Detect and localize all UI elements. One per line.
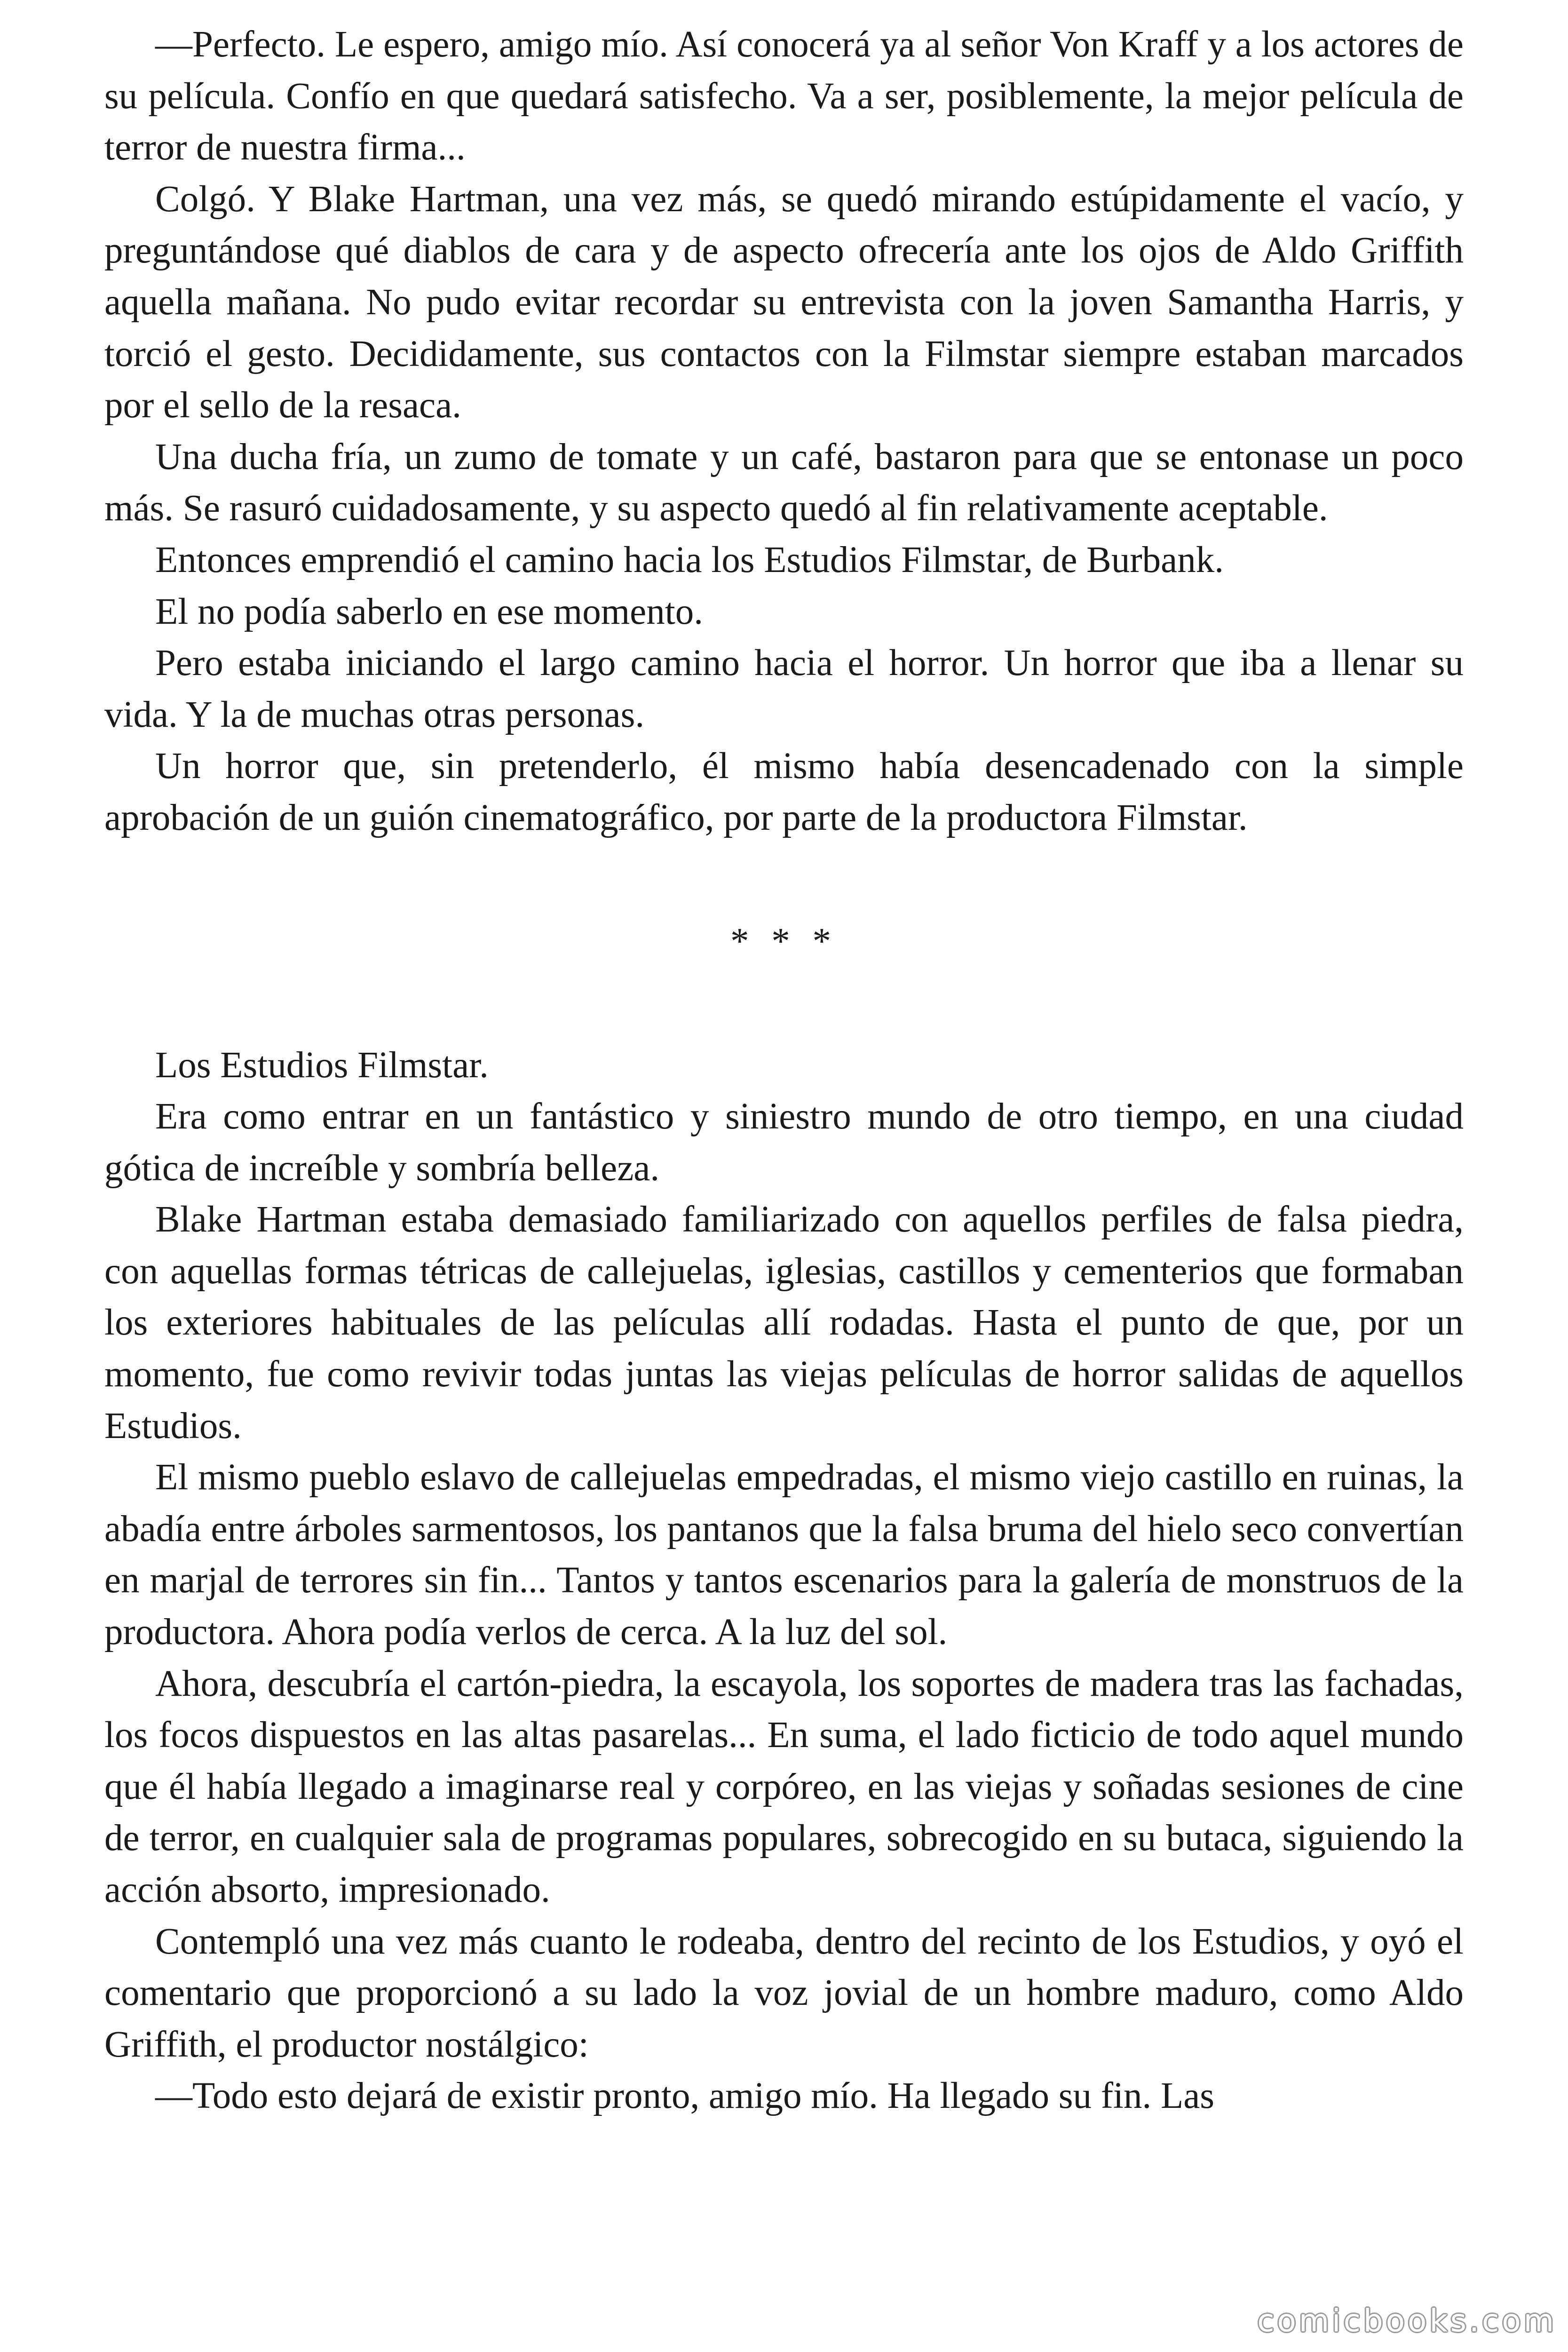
paragraph: Ahora, descubría el cartón-piedra, la escayola, los soportes de madera tras las fachadas, los focos dispuestos en las altas pasarelas... En suma, el lado ficticio de todo aquel mundo que él había llegado a imaginarse real y corpóreo, en las viejas y soñadas sesiones de cine de terror, en cualquier sala de programas populares, sobrecogido en su butaca, siguiendo la acción absorto, impresionado. <box>104 1663 1464 1910</box>
scene-separator: * * * <box>730 921 838 962</box>
paragraph: Colgó. Y Blake Hartman, una vez más, se quedó mirando estúpidamente el vacío, y preguntándose qué diablos de cara y de aspecto ofrecería ante los ojos de Aldo Griffith aquella mañana. No pudo evitar recordar su entrevista con la joven Samantha Harris, y torció el gesto. Decididamente, sus contactos con la Filmstar siempre estaban marcados por el sello de la resaca. <box>104 178 1464 426</box>
paragraph: —Perfecto. Le espero, amigo mío. Así conocerá ya al señor Von Kraff y a los actores de su película. Confío en que quedará satisfecho. Va a ser, posiblemente, la mejor película de terror de nuestra firma... <box>104 24 1464 168</box>
paragraph: Entonces emprendió el camino hacia los Estudios Filmstar, de Burbank. <box>155 539 1224 580</box>
paragraph: Una ducha fría, un zumo de tomate y un café, bastaron para que se entonase un poco más. Se rasuró cuidadosamente, y su aspecto quedó al fin relativamente aceptable. <box>104 436 1464 529</box>
paragraph: Era como entrar en un fantástico y siniestro mundo de otro tiempo, en una ciudad gótica de increíble y sombría belleza. <box>104 1096 1464 1189</box>
paragraph: —Todo esto dejará de existir pronto, amigo mío. Ha llegado su fin. Las <box>155 2075 1215 2117</box>
paragraph: Blake Hartman estaba demasiado familiarizado con aquellos perfiles de falsa piedra, con aquellas formas tétricas de callejuelas, iglesias, castillos y cementerios que formaban los exteriores habituales de las películas allí rodadas. Hasta el punto de que, por un momento, fue como revivir todas juntas las viejas películas de horror salidas de aquellos Estudios. <box>104 1199 1464 1446</box>
paragraph: El mismo pueblo eslavo de callejuelas empedradas, el mismo viejo castillo en ruinas, la abadía entre árboles sarmentosos, los pantanos que la falsa bruma del hielo seco convertían en marjal de terrores sin fin... Tantos y tantos escenarios para la galería de monstruos de la productora. Ahora podía verlos de cerca. A la luz del sol. <box>104 1457 1464 1653</box>
watermark: comicbooks.com <box>1257 2303 1557 2339</box>
paragraph: El no podía saberlo en ese momento. <box>155 591 703 632</box>
book-page <box>104 19 1464 2122</box>
paragraph: Contempló una vez más cuanto le rodeaba, dentro del recinto de los Estudios, y oyó el comentario que proporcionó a su lado la voz jovial de un hombre maduro, como Aldo Griffith, el productor nostálgico: <box>104 1921 1464 2065</box>
paragraph: Los Estudios Filmstar. <box>155 1044 489 1086</box>
paragraph: Un horror que, sin pretenderlo, él mismo había desencadenado con la simple aprobación de un guión cinematográfico, por parte de la productora Filmstar. <box>104 746 1464 838</box>
paragraph: Pero estaba iniciando el largo camino hacia el horror. Un horror que iba a llenar su vida. Y la de muchas otras personas. <box>104 643 1464 735</box>
